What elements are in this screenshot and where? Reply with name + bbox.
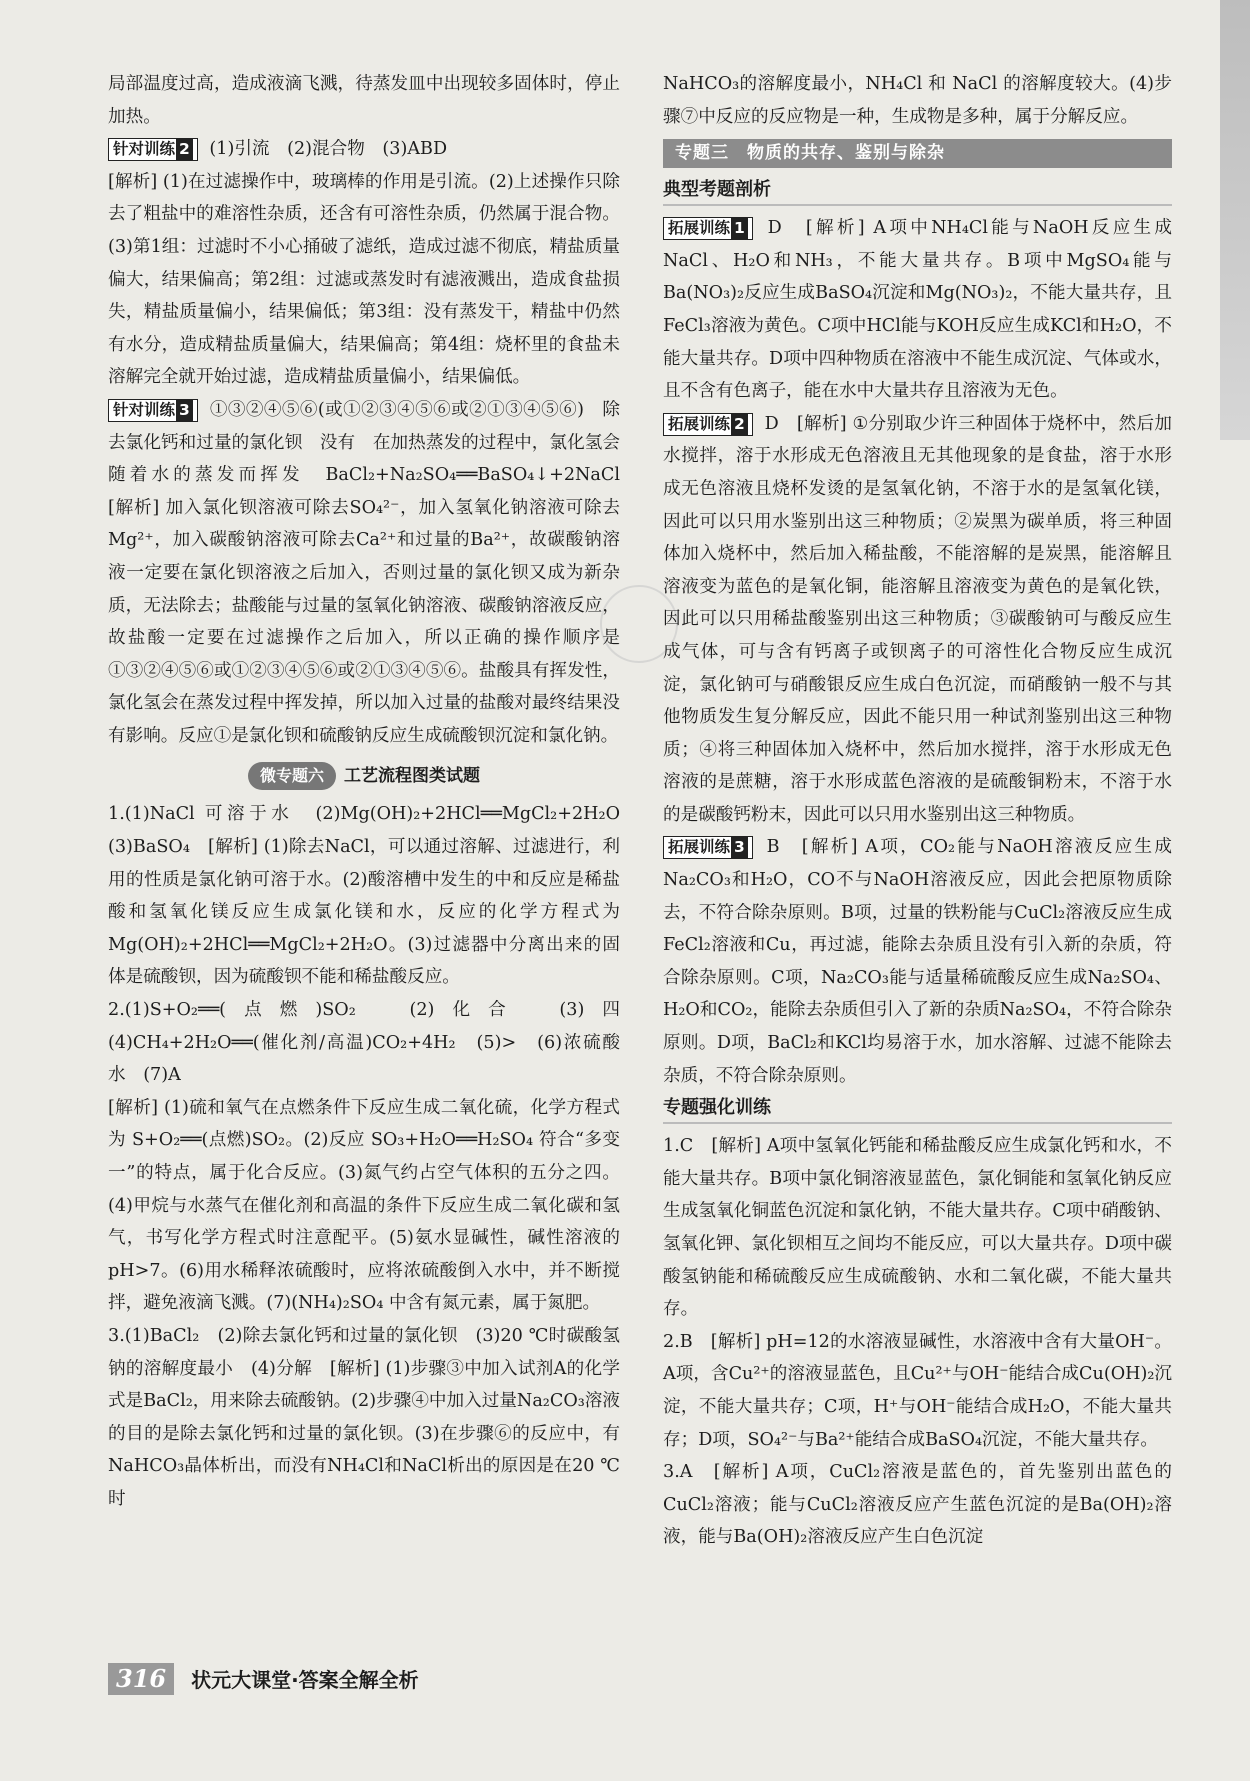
- page-edge-tab: [1220, 0, 1250, 440]
- numbered-answer: 3.(1)BaCl₂ (2)除去氯化钙和过量的氯化钡 (3)20 ℃时碳酸氢钠的溶解度最小 (4)分解 [解析] (1)步骤③中加入试剂A的化学式是BaCl₂，用来除去硫酸钠。(2)步骤④中加入过量Na₂CO₃溶液的目的是除去氯化钙和过量的氯化钡。(3)在步骤⑥的反应中，有NaHCO₃晶体析出，而没有NH₄Cl和NaCl析出的原因是在20 ℃时: [108, 1325, 620, 1509]
- numbered-answer: 2.B [解析] pH=12的水溶液显碱性，水溶液中含有大量OH⁻。A项，含Cu²⁺的溶液显蓝色，且Cu²⁺与OH⁻能结合成Cu(OH)₂沉淀，不能大量共存；C项，H⁺与OH⁻能结合成H₂O，不能大量共存；D项，SO₄²⁻与Ba²⁺能结合成BaSO₄沉淀，不能大量共存。: [663, 1331, 1172, 1450]
- training-tag-number: 2: [731, 414, 748, 435]
- numbered-answer: 2.(1)S+O₂══(点燃)SO₂ (2)化合 (3)四 (4)CH₄+2H₂O══(催化剂/高温)CO₂+4H₂ (5)> (6)浓硫酸 水 (7)A: [108, 1000, 638, 1086]
- training-answer: [108, 394, 638, 753]
- paragraph: 局部温度过高，造成液滴飞溅，待蒸发皿中出现较多固体时，停止加热。: [108, 74, 620, 127]
- training-answer: [663, 408, 1172, 832]
- paragraph: NaHCO₃的溶解度最小，NH₄Cl 和 NaCl 的溶解度较大。(4)步骤⑦中反应的反应物是一种，生成物是多种，属于分解反应。: [663, 74, 1172, 127]
- training-tag: [108, 138, 198, 161]
- training-tag: [663, 413, 753, 436]
- micro-topic-title: 工艺流程图类试题: [344, 766, 480, 787]
- training-tag-number: 3: [176, 400, 193, 421]
- training-tag-label: 拓展训练: [668, 219, 731, 238]
- section-title-bar: 专题三 物质的共存、鉴别与除杂: [663, 139, 1172, 168]
- paragraph: [解析] (1)硫和氧气在点燃条件下反应生成二氧化硫，化学方程式为 S+O₂══(点燃)SO₂。(2)反应 SO₃+H₂O══H₂SO₄ 符合“多变一”的特点，属于化合反应。(3)氮气约占空气体积的五分之四。(4)甲烷与水蒸气在催化剂和高温的条件下反应生成二氧化碳和氢气，书写化学方程式时注意配平。(5)氨水显碱性，碱性溶液的 pH>7。(6)用水稀释浓硫酸时，应将浓硫酸倒入水中，并不断搅拌，避免液滴飞溅。(7)(NH₄)₂SO₄ 中含有氮元素，属于氮肥。: [108, 1097, 620, 1314]
- training-tag-number: 1: [731, 218, 748, 239]
- micro-topic-heading: [108, 762, 620, 790]
- numbered-answer: 1.(1)NaCl 可溶于水 (2)Mg(OH)₂+2HCl══MgCl₂+2H₂O (3)BaSO₄ [解析] (1)除去NaCl，可以通过溶解、过滤进行，利用的性质是氯化钠可溶于水。(2)酸溶槽中发生的中和反应是稀盐酸和氢氧化镁反应生成氯化镁和水，反应的化学方程式为 Mg(OH)₂+2HCl══MgCl₂+2H₂O。(3)过滤器中分离出来的固体是硫酸钡，因为硫酸钡不能和稀盐酸反应。: [108, 804, 638, 988]
- book-title: 状元大课堂·答案全解全析: [191, 1668, 419, 1692]
- training-answer: [663, 831, 1172, 1092]
- training-answer-text: D [解析] A项中NH₄Cl能与NaOH反应生成NaCl、H₂O和NH₃，不能大量共存。B项中MgSO₄能与Ba(NO₃)₂反应生成BaSO₄沉淀和Mg(NO₃)₂，不能大量共存，且FeCl₃溶液为黄色。C项中HCl能与KOH反应生成KCl和H₂O，不能大量共存。D项中四种物质在溶液中不能生成沉淀、气体或水，且不含有色离子，能在水中大量共存且溶液为无色。: [663, 218, 1172, 402]
- training-answer-text: D [解析] ①分别取少许三种固体于烧杯中，然后加水搅拌，溶于水形成无色溶液且无其他现象的是食盐，溶于水形成无色溶液且烧杯发烫的是氢氧化钠，不溶于水的是氢氧化镁，因此可以只用水鉴别出这三种物质；②炭黑为碳单质，将三种固体加入烧杯中，然后加入稀盐酸，不能溶解的是炭黑，能溶解且溶液变为蓝色的是氧化铜，能溶解且溶液变为黄色的是氧化铁，因此可以只用稀盐酸鉴别出这三种物质；③碳酸钠可与酸反应生成气体，可与含有钙离子或钡离子的可溶性化合物反应生成沉淀，氯化钠可与硝酸银反应生成白色沉淀，而硝酸钠一般不与其他物质发生复分解反应，因此不能只用一种试剂鉴别出这三种物质；④将三种固体加入烧杯中，然后加水搅拌，溶于水形成无色溶液的是蔗糖，溶于水形成蓝色溶液的是硫酸铜粉末，不溶于水的是碳酸钙粉末，因此可以只用水鉴别出这三种物质。: [663, 413, 1172, 825]
- training-tag-number: 3: [731, 837, 748, 858]
- training-tag-number: 2: [176, 139, 193, 160]
- right-column: [663, 68, 1172, 1554]
- page-footer: [108, 1663, 419, 1695]
- training-answer: [663, 212, 1172, 408]
- training-answer-text: (1)引流 (2)混合物 (3)ABD: [203, 139, 448, 160]
- training-tag-label: 拓展训练: [668, 838, 731, 857]
- training-tag: [663, 836, 753, 859]
- training-answer-text: ①③②④⑤⑥(或①②③④⑤⑥或②①③④⑤⑥) 除去氯化钙和过量的氯化钡 没有 在加热蒸发的过程中，氯化氢会随着水的蒸发而挥发 BaCl₂+Na₂SO₄══BaSO₄↓+2NaCl [解析] 加入氯化钡溶液可除去SO₄²⁻，加入氢氧化钠溶液可除去Mg²⁺，加入碳酸钠溶液可除去Ca²⁺和过量的Ba²⁺，故碳酸钠溶液一定要在氯化钡溶液之后加入，否则过量的氯化钡又成为新杂质，无法除去；盐酸能与过量的氢氧化钠溶液、碳酸钠溶液反应，故盐酸一定要在过滤操作之后加入，所以正确的操作顺序是①③②④⑤⑥或①②③④⑤⑥或②①③④⑤⑥。盐酸具有挥发性，氯化氢会在蒸发过程中挥发掉，所以加入过量的盐酸对最终结果没有影响。反应①是氯化钡和硫酸钠反应生成硫酸钡沉淀和氯化钠。: [108, 399, 638, 746]
- page-number: 316: [108, 1663, 174, 1695]
- training-tag: [663, 217, 753, 240]
- training-tag-label: 针对训练: [113, 400, 176, 419]
- training-tag-label: 拓展训练: [668, 414, 731, 433]
- paragraph: [解析] (1)在过滤操作中，玻璃棒的作用是引流。(2)上述操作只除去了粗盐中的难溶性杂质，还含有可溶性杂质，仍然属于混合物。(3)第1组：过滤时不小心捅破了滤纸，造成过滤不彻底，精盐质量偏大，结果偏高；第2组：过滤或蒸发时有滤液溅出，造成食盐损失，精盐质量偏小，结果偏低；第3组：没有蒸发干，精盐中仍然有水分，造成精盐质量偏大，结果偏高；第4组：烧杯里的食盐未溶解完全就开始过滤，造成精盐质量偏小，结果偏低。: [108, 171, 620, 388]
- micro-topic-label: 微专题六: [248, 762, 336, 790]
- section-subheading: 专题强化训练: [663, 1094, 1172, 1124]
- numbered-answer: 3.A [解析] A项，CuCl₂溶液是蓝色的，首先鉴别出蓝色的CuCl₂溶液；能与CuCl₂溶液反应产生蓝色沉淀的是Ba(OH)₂溶液，能与Ba(OH)₂溶液反应产生白色沉淀: [663, 1462, 1172, 1548]
- section-subheading: 典型考题剖析: [663, 176, 1172, 206]
- left-column: [108, 68, 638, 1516]
- training-tag: [108, 399, 198, 422]
- numbered-answer: 1.C [解析] A项中氢氧化钙能和稀盐酸反应生成氯化钙和水，不能大量共存。B项中氯化铜溶液显蓝色，氯化铜能和氢氧化钠反应生成氢氧化铜蓝色沉淀和氯化钠，不能大量共存。C项中硝酸钠、氢氧化钾、氯化钡相互之间均不能反应，可以大量共存。D项中碳酸氢钠能和稀硫酸反应生成硫酸钠、水和二氧化碳，不能大量共存。: [663, 1136, 1172, 1320]
- training-tag-label: 针对训练: [113, 140, 176, 159]
- training-answer-text: B [解析] A项，CO₂能与NaOH溶液反应生成Na₂CO₃和H₂O，CO不与NaOH溶液反应，因此会把原物质除去，不符合除杂原则。B项，过量的铁粉能与CuCl₂溶液反应生成FeCl₂溶液和Cu，再过滤，能除去杂质且没有引入新的杂质，符合除杂原则。C项，Na₂CO₃能与适量稀硫酸反应生成Na₂SO₄、H₂O和CO₂，能除去杂质但引入了新的杂质Na₂SO₄，不符合除杂原则。D项，BaCl₂和KCl均易溶于水，加水溶解、过滤不能除去杂质，不符合除杂原则。: [663, 837, 1172, 1086]
- training-answer: [108, 133, 620, 166]
